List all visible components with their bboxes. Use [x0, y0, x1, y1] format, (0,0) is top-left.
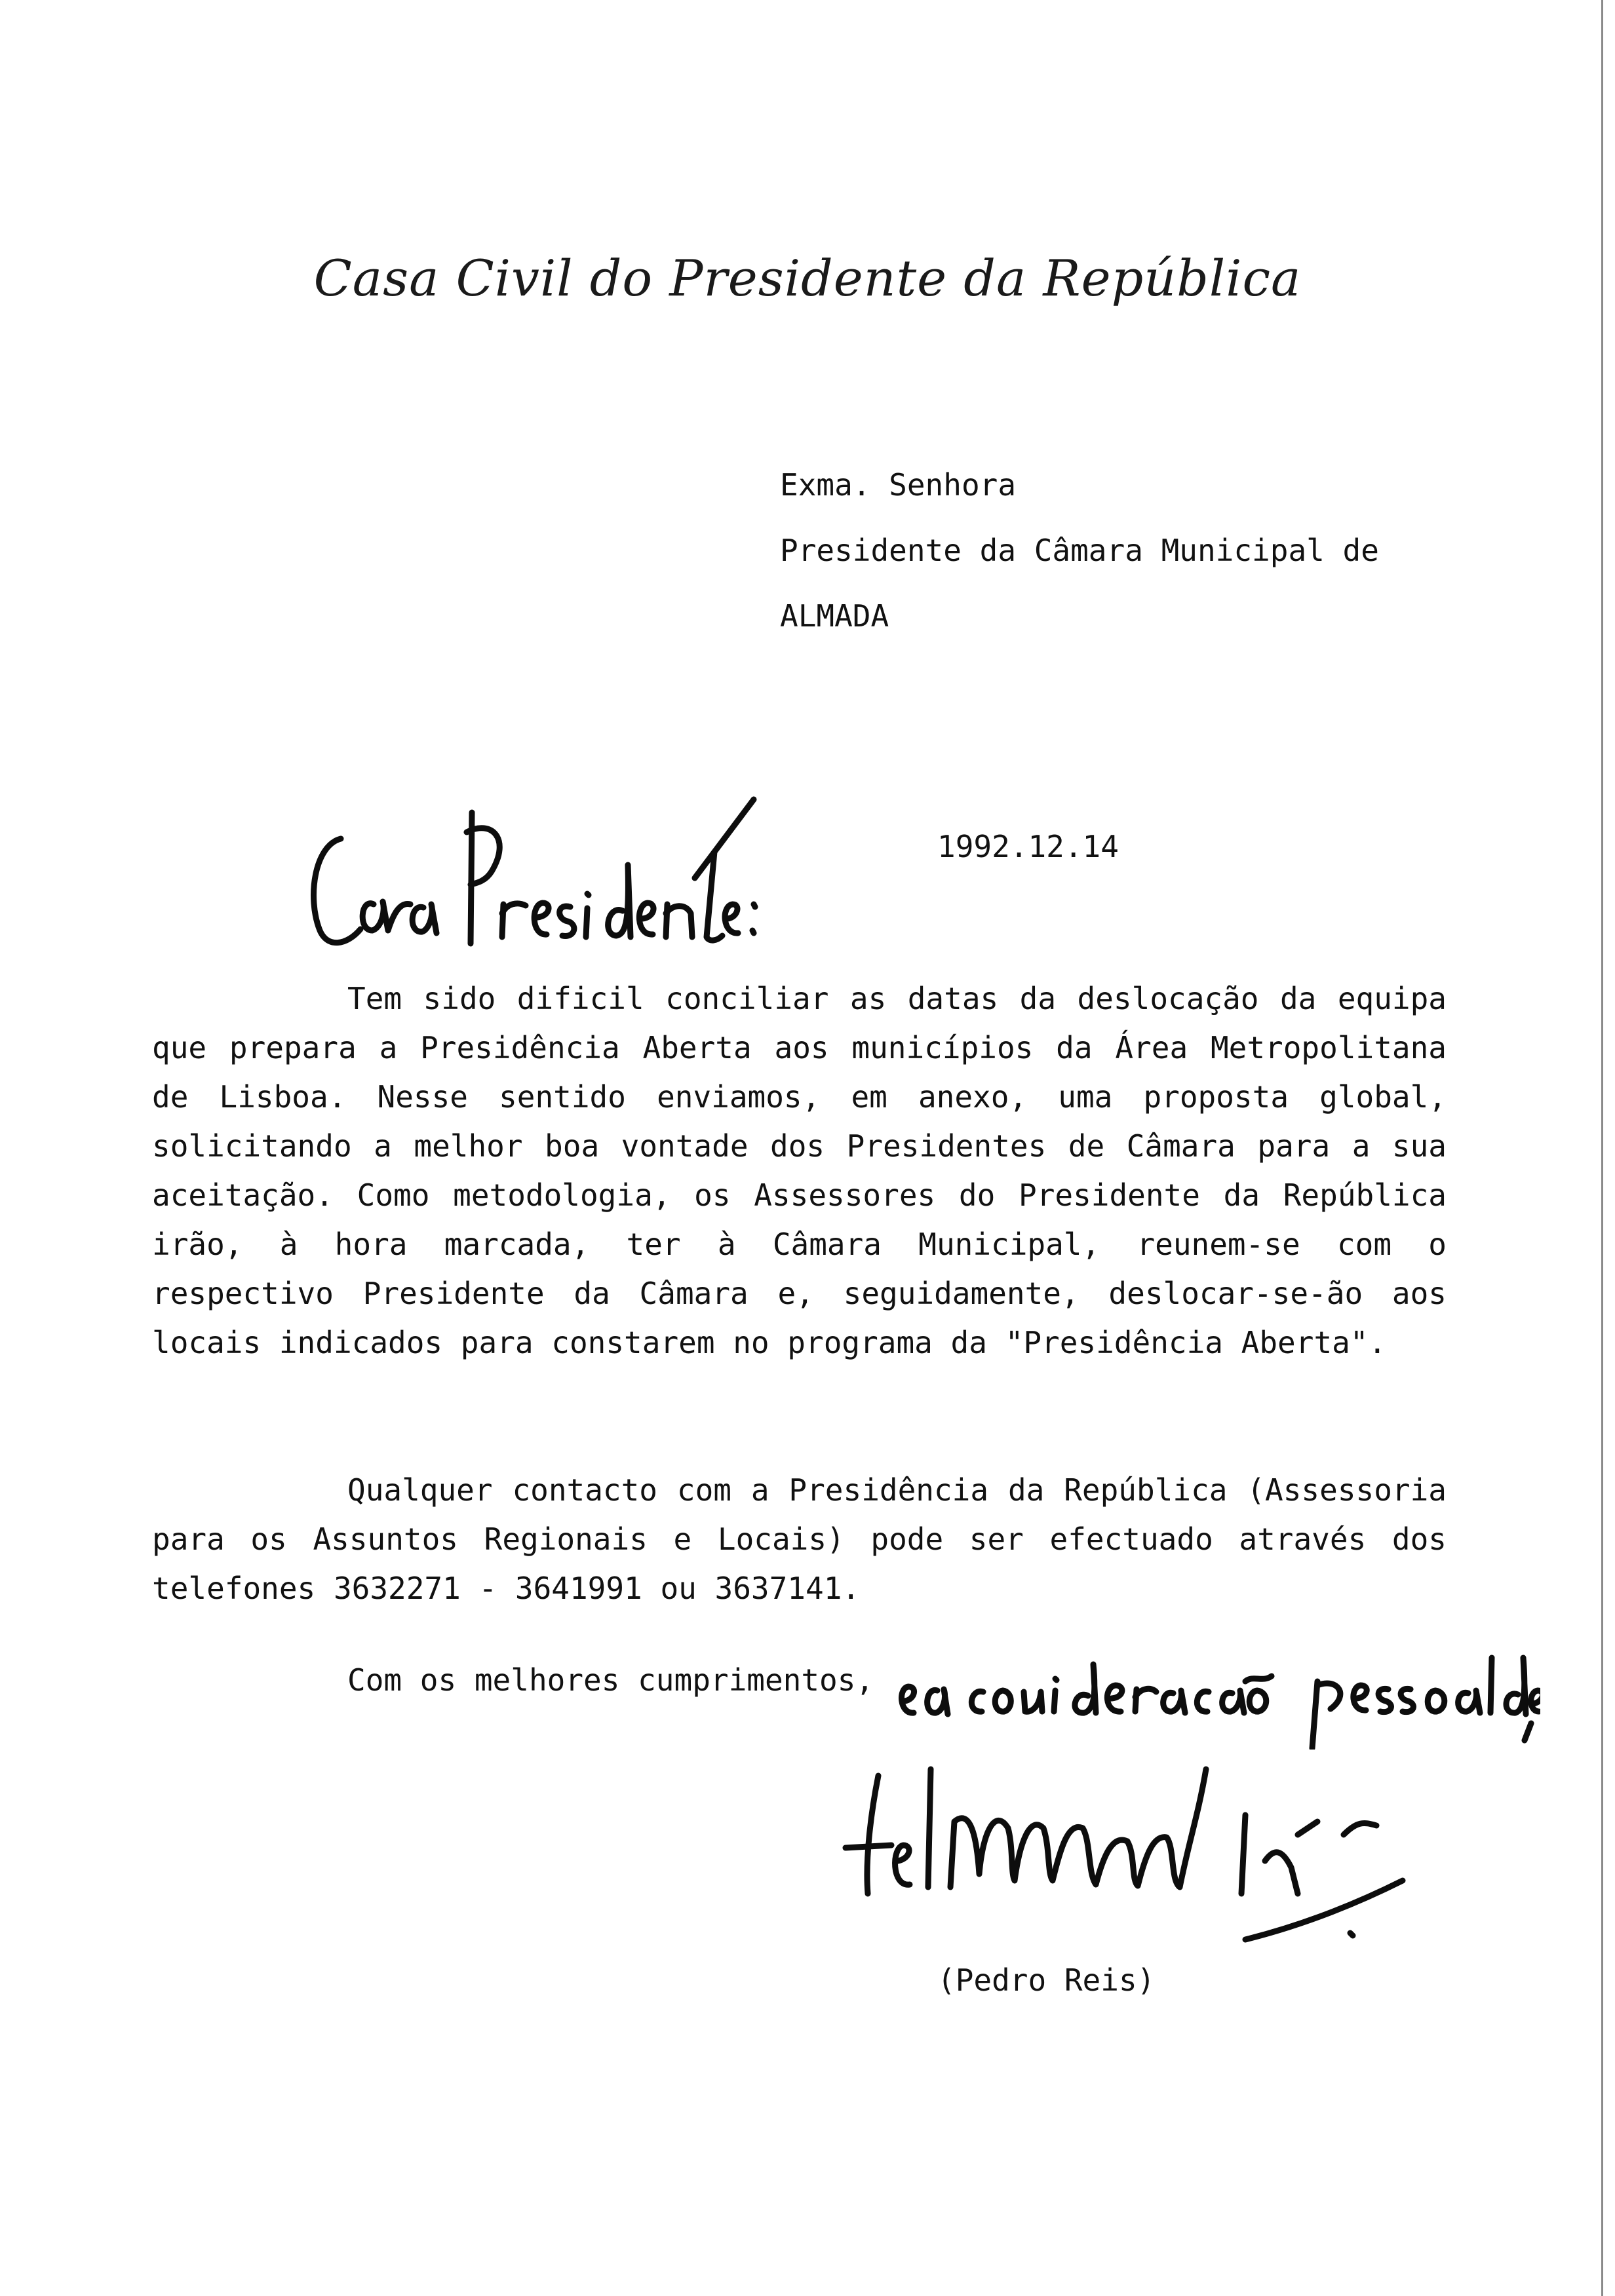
closing-text: Com os melhores cumprimentos,: [347, 1662, 874, 1698]
letter-date: 1992.12.14: [937, 829, 1119, 864]
page-edge: [1601, 0, 1603, 2296]
signer-name: (Pedro Reis): [937, 1962, 1156, 1998]
addressee-block: [780, 452, 1379, 649]
body-paragraph-2: Qualquer contacto com a Presidência da República (Assessoria para os Assuntos Regionais e Locais) pode ser efectuado através dos telefones 3632271 - 3641991 ou 3637141.: [152, 1472, 1447, 1606]
addressee-line-1: Exma. Senhora: [780, 467, 1017, 503]
addressee-line-2: Presidente da Câmara Municipal de: [780, 533, 1379, 568]
letterhead: Casa Civil do Presidente da República: [313, 249, 1302, 307]
body-paragraph-1: Tem sido dificil conciliar as datas da deslocação da equipa que prepara a Presidência Aberta aos municípios da Área Metropolitana de Lisboa. Nesse sentido enviamos, em anexo, uma proposta global, solicitando a melhor boa vontade dos Presidentes de Câmara para a sua aceitação. Como metodologia, os Assessores do Presidente da República irão, à hora marcada, ter à Câmara Municipal, reunem-se com o respectivo Presidente da Câmara e, seguidamente, deslocar-se-ão aos locais indicados para constarem no programa da "Presidência Aberta".: [152, 981, 1447, 1360]
addressee-line-3: ALMADA: [780, 598, 889, 634]
signature: [839, 1730, 1416, 1953]
handwritten-salutation: [295, 773, 767, 963]
